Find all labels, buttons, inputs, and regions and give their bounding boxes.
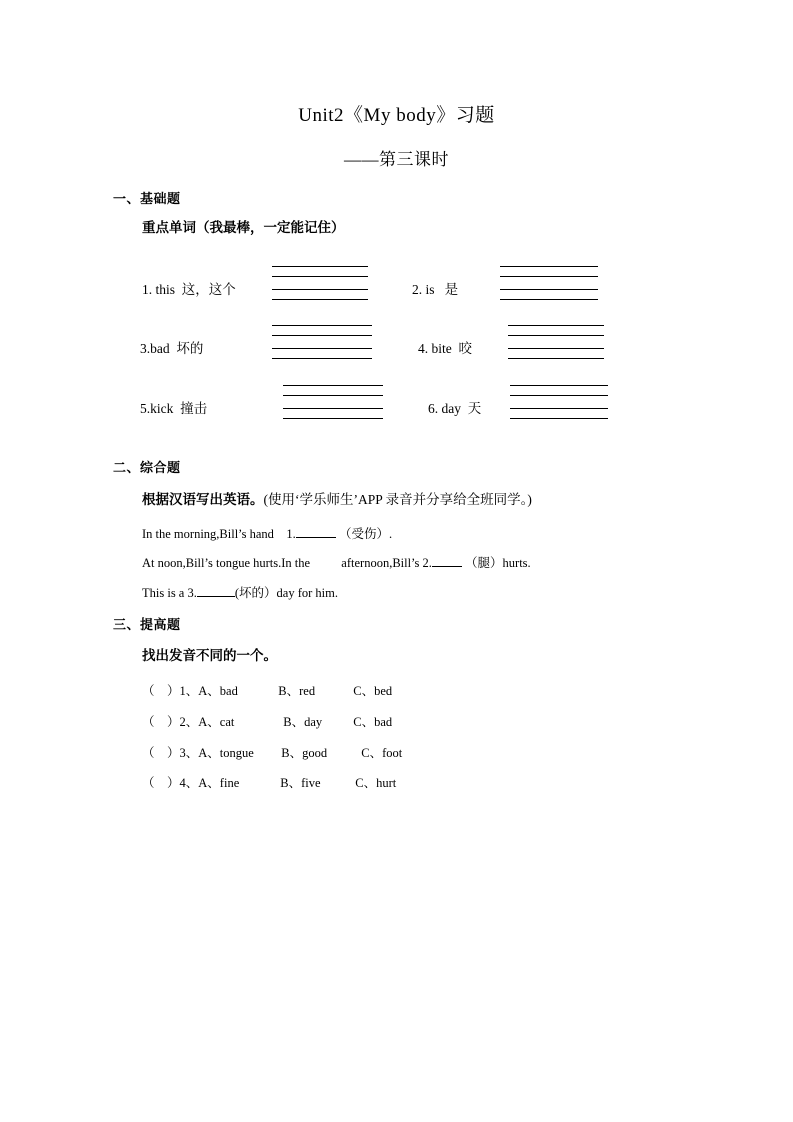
sentence-text-after: （受伤）.	[338, 527, 393, 541]
vocab-meaning: 这，这个	[181, 282, 236, 297]
option-c[interactable]: C、bad	[353, 715, 393, 729]
vocab-row	[0, 248, 793, 306]
vocab-row	[0, 307, 793, 365]
answer-blank-3[interactable]	[197, 596, 235, 597]
option-c[interactable]: C、hurt	[355, 776, 397, 790]
option-a[interactable]: A、fine	[198, 776, 240, 790]
section-subheading-keywords: 重点单词（我最棒，一定能记住）	[142, 220, 345, 235]
option-b[interactable]: B、red	[278, 684, 316, 698]
vocab-word: this	[155, 282, 176, 297]
option-c[interactable]: C、foot	[361, 746, 403, 760]
question-number: 4、	[179, 776, 199, 790]
answer-bracket[interactable]: （ ）	[142, 776, 180, 790]
mc-question-3	[142, 743, 402, 761]
sentence-text-before: In the morning,Bill’s hand 1.	[142, 527, 296, 541]
vocab-number: 1.	[142, 282, 153, 297]
vocab-meaning: 撞击	[180, 401, 208, 416]
vocab-label	[428, 397, 481, 417]
option-a[interactable]: A、tongue	[198, 746, 254, 760]
vocab-item-is	[412, 248, 642, 306]
four-line-writing-guide[interactable]	[272, 325, 372, 361]
vocab-label	[418, 337, 472, 357]
answer-bracket[interactable]: （ ）	[142, 684, 180, 698]
vocab-number: 2.	[412, 282, 423, 297]
vocab-number: 5.	[140, 401, 151, 416]
option-c[interactable]: C、bed	[353, 684, 393, 698]
vocab-meaning: 咬	[458, 341, 472, 356]
four-line-writing-guide[interactable]	[283, 385, 383, 421]
section-subheading-translate	[142, 488, 532, 508]
vocab-number: 3.	[140, 341, 151, 356]
section-subheading-pronunciation: 找出发音不同的一个。	[142, 648, 277, 663]
vocab-word: bite	[431, 341, 452, 356]
vocab-label	[140, 397, 207, 417]
section-heading-advanced: 三、提高题	[113, 617, 181, 632]
vocab-word: kick	[150, 401, 174, 416]
question-number: 3、	[179, 746, 199, 760]
question-number: 1、	[179, 684, 199, 698]
four-line-writing-guide[interactable]	[500, 266, 598, 302]
vocab-label	[412, 278, 458, 298]
vocab-item-day	[428, 367, 658, 425]
section-heading-basic: 一、基础题	[113, 191, 181, 206]
four-line-writing-guide[interactable]	[508, 325, 604, 361]
fill-sentence-3	[142, 583, 338, 601]
sentence-text-before: This is a 3.	[142, 586, 197, 600]
translate-instruction-note: (使用‘学乐师生’APP 录音并分享给全班同学。)	[263, 492, 532, 507]
vocab-item-bad	[140, 307, 380, 365]
translate-instruction-bold: 根据汉语写出英语。	[142, 492, 264, 507]
page-subtitle: ——第三课时	[344, 150, 449, 169]
fill-sentence-2	[142, 553, 531, 571]
vocab-label	[140, 337, 203, 357]
option-a[interactable]: A、bad	[198, 684, 238, 698]
vocab-label	[142, 278, 236, 298]
answer-blank-2[interactable]	[432, 566, 462, 567]
option-b[interactable]: B、five	[280, 776, 321, 790]
option-a[interactable]: A、cat	[198, 715, 235, 729]
page-title: Unit2《My body》习题	[298, 105, 495, 126]
answer-bracket[interactable]: （ ）	[142, 746, 180, 760]
vocab-word: bad	[150, 341, 170, 356]
sentence-text-before: At noon,Bill’s tongue hurts.In the afternoon,Bill’s 2.	[142, 556, 432, 570]
vocab-word: is	[425, 282, 435, 297]
section-heading-comprehensive: 二、综合题	[113, 460, 181, 475]
answer-blank-1[interactable]	[296, 537, 336, 538]
vocab-item-kick	[140, 367, 390, 425]
four-line-writing-guide[interactable]	[272, 266, 368, 302]
vocab-meaning: 坏的	[176, 341, 204, 356]
vocab-row	[0, 367, 793, 425]
sentence-text-after: （腿）hurts.	[465, 556, 531, 570]
fill-sentence-1	[142, 524, 392, 542]
mc-question-2	[142, 712, 392, 730]
vocab-number: 4.	[418, 341, 429, 356]
option-b[interactable]: B、good	[281, 746, 328, 760]
vocab-meaning: 是	[444, 282, 459, 297]
vocab-item-this	[142, 248, 372, 306]
sentence-text-after: (坏的）day for him.	[234, 586, 338, 600]
mc-question-1	[142, 681, 392, 699]
vocab-number: 6.	[428, 401, 439, 416]
vocab-word: day	[441, 401, 461, 416]
vocab-meaning: 天	[467, 401, 482, 416]
option-b[interactable]: B、day	[283, 715, 323, 729]
question-number: 2、	[179, 715, 199, 729]
answer-bracket[interactable]: （ ）	[142, 715, 180, 729]
vocab-item-bite	[418, 307, 648, 365]
mc-question-4	[142, 773, 396, 791]
four-line-writing-guide[interactable]	[510, 385, 608, 421]
